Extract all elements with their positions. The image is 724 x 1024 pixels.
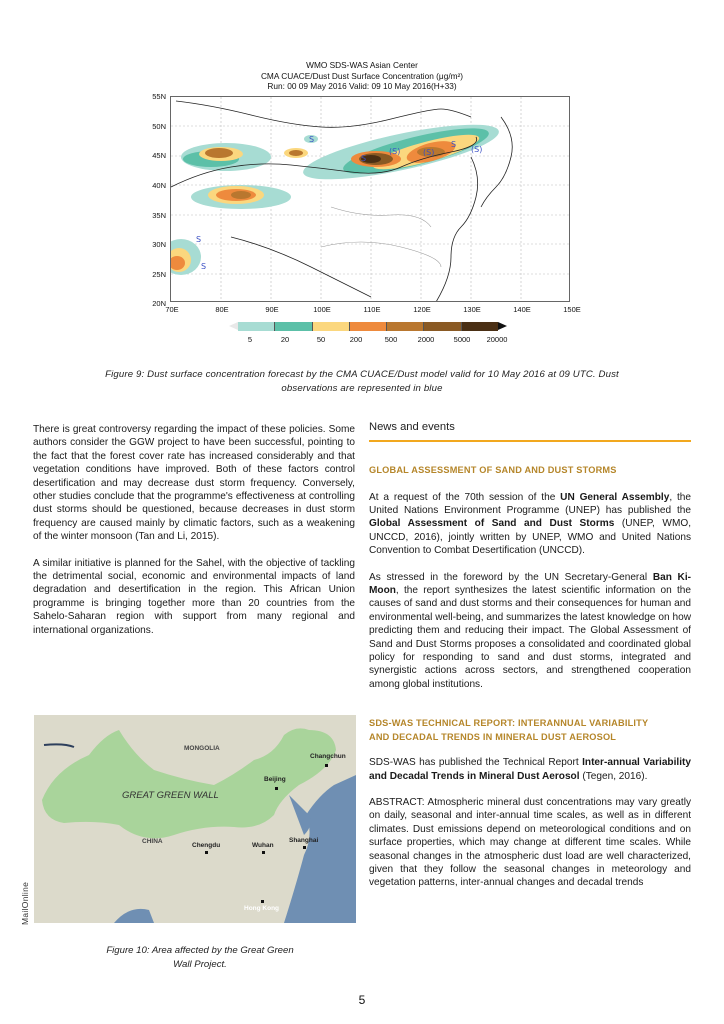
colorbar-segment [313, 322, 350, 331]
svg-text:S: S [309, 135, 315, 144]
dust-map-graphic [171, 97, 570, 302]
city-marker [303, 846, 306, 849]
city-marker [205, 851, 208, 854]
lat-label: 25N [152, 270, 166, 279]
lat-label: 20N [152, 299, 166, 308]
colorbar-segment [387, 322, 424, 331]
colorbar-label: 20000 [486, 335, 508, 344]
colorbar-label: 20 [280, 335, 290, 344]
paragraph-global-assessment-intro: At a request of the 70th session of the UN General Assembly, the United Nations Environment Programme (UNEP) has published the Global Assessment of Sand and Dust Storms (UNEP, WMO, UNCCD, 2016), jointly written by UNEP, WMO and United Nations Convention to Combat Desertification (UNCCD). [369, 491, 692, 557]
figure-10-caption [60, 944, 340, 972]
lon-label: 140E [513, 305, 531, 314]
figure-10-caption-line-1: Figure 10: Area affected by the Great Green [106, 945, 294, 956]
paragraph-ggw-controversy: There is great controversy regarding the impact of these policies. Some authors consider the GGW project to have been successful, pointing to the fact that the forest cover rate has increased considerably and that vegetation conditions have improved. Both of these factors control desertification and may decrease dust storm frequency. Conversely, other studies conclude that the programme's effectiveness at controlling dust storms should be questioned, because decreases in dust storm frequency are caused mainly by climatic factors, such as a weakening of the winter monsoon (Tan and Li, 2015). [33, 424, 355, 543]
great-green-wall-map [34, 715, 356, 923]
lat-label: 45N [152, 151, 166, 160]
figure-9-title [0, 60, 724, 92]
colorbar-max-arrow [498, 322, 507, 330]
map-label-changchun: Changchun [310, 753, 346, 760]
map-label-shanghai: Shanghai [289, 837, 319, 844]
lon-label: 130E [463, 305, 481, 314]
colorbar [238, 322, 498, 331]
image-credit: MailOnline [20, 881, 30, 925]
svg-text:(S): (S) [423, 148, 435, 157]
svg-text:(S): (S) [389, 147, 401, 156]
lon-label: 70E [165, 305, 179, 314]
figure-10-caption-line-2: Wall Project. [173, 959, 227, 970]
lat-label: 55N [152, 92, 166, 101]
svg-text:S: S [451, 140, 457, 149]
map-label-great-green-wall: GREAT GREEN WALL [122, 790, 219, 801]
svg-text:(S): (S) [471, 145, 483, 154]
lat-label: 35N [152, 211, 166, 220]
figure-9-caption [40, 368, 684, 395]
colorbar-label: 500 [384, 335, 398, 344]
figure-9-title-line-3: Run: 00 09 May 2016 Valid: 09 10 May 2016(H+33) [267, 81, 457, 91]
map-label-mongolia: MONGOLIA [184, 745, 220, 752]
city-marker [275, 787, 278, 790]
figure-9 [0, 0, 724, 400]
colorbar-segment [424, 322, 461, 331]
right-column [369, 421, 691, 890]
colorbar-segment [275, 322, 312, 331]
colorbar-segment [462, 322, 498, 331]
figure-9-title-line-1: WMO SDS-WAS Asian Center [306, 60, 418, 70]
colorbar-segment [350, 322, 387, 331]
lon-label: 150E [563, 305, 581, 314]
article-heading-sds-was-report: SDS-WAS TECHNICAL REPORT: INTERANNUAL VARIABILITY AND DECADAL TRENDS IN MINERAL DUST AEROSOL [369, 718, 649, 742]
map-label-china: CHINA [142, 838, 163, 845]
colorbar-label: 2000 [417, 335, 435, 344]
city-marker [262, 851, 265, 854]
map-label-chengdu: Chengdu [192, 842, 221, 849]
lon-label: 80E [215, 305, 229, 314]
page-number: 5 [358, 993, 366, 1007]
lon-label: 110E [363, 305, 381, 314]
city-marker [261, 900, 264, 903]
dust-concentration-map [170, 96, 570, 302]
paragraph-sds-was-report-intro: SDS-WAS has published the Technical Report Inter-annual Variability and Decadal Trends in Mineral Dust Aerosol (Tegen, 2016). [369, 757, 691, 782]
map-label-hong-kong: Hong Kong [244, 905, 280, 912]
colorbar-min-arrow [229, 322, 238, 330]
left-column [33, 423, 355, 637]
map-label-wuhan: Wuhan [252, 842, 274, 849]
colorbar-label: 50 [316, 335, 326, 344]
colorbar-label: 5 [247, 335, 253, 344]
figure-9-caption-line-1: Figure 9: Dust surface concentration forecast by the CMA CUACE/Dust model valid for 10 May 2016 at 09 UTC. Dust [105, 369, 619, 380]
colorbar-label: 5000 [453, 335, 471, 344]
colorbar-segment [238, 322, 275, 331]
lon-label: 100E [313, 305, 331, 314]
lat-label: 40N [152, 181, 166, 190]
lon-label: 120E [413, 305, 431, 314]
paragraph-global-assessment-foreword: As stressed in the foreword by the UN Secretary-General Ban Ki-Moon, the report synthesizes the latest scientific information on the causes of sand and dust storms and their consequences for human and environmental well-being, and summarizes the latest knowledge on how predicting them and reducing their impact. The Global Assessment of Sand and Dust Storms proposes a consolidated and coordinated global policy for responding to sand and dust storms, integrated and synergistic actions across sectors, and strengthened cooperation among global institutions. [369, 571, 692, 690]
colorbar-label: 200 [349, 335, 363, 344]
map-label-beijing: Beijing [264, 776, 286, 783]
lat-label: 50N [152, 122, 166, 131]
city-marker [325, 764, 328, 767]
paragraph-sahel-initiative: A similar initiative is planned for the Sahel, with the objective of tackling the detrimental social, economic and environmental impacts of land degradation and desertification in the region. This African Union programme is bringing together more than 20 countries from the Sahelo-Saharan region with support from many regional and international organizations. [33, 557, 355, 636]
svg-text:S: S [196, 235, 202, 244]
paragraph-abstract: ABSTRACT: Atmospheric mineral dust concentrations may vary greatly on daily, seasonal and inter-annual time scales, as well as in different climates. Dust emissions depend on meteorological conditions and on surface properties, which may change at different time scales. While seasonal changes in the atmospheric dust load are well characterized, given that they follow the seasonal changes in meteorology and vegetation patterns, inter-annual changes and decadal trends [369, 797, 691, 889]
figure-9-title-line-2: CMA CUACE/Dust Dust Surface Concentration (μg/m²) [260, 70, 464, 81]
figure-9-caption-line-2: observations are represented in blue [281, 382, 443, 394]
svg-text:S: S [361, 154, 367, 163]
section-title-news-and-events: News and events [369, 421, 691, 442]
lon-label: 90E [265, 305, 279, 314]
article-heading-global-assessment: GLOBAL ASSESSMENT OF SAND AND DUST STORMS [369, 465, 617, 475]
lat-label: 30N [152, 240, 166, 249]
svg-text:S: S [201, 262, 207, 271]
